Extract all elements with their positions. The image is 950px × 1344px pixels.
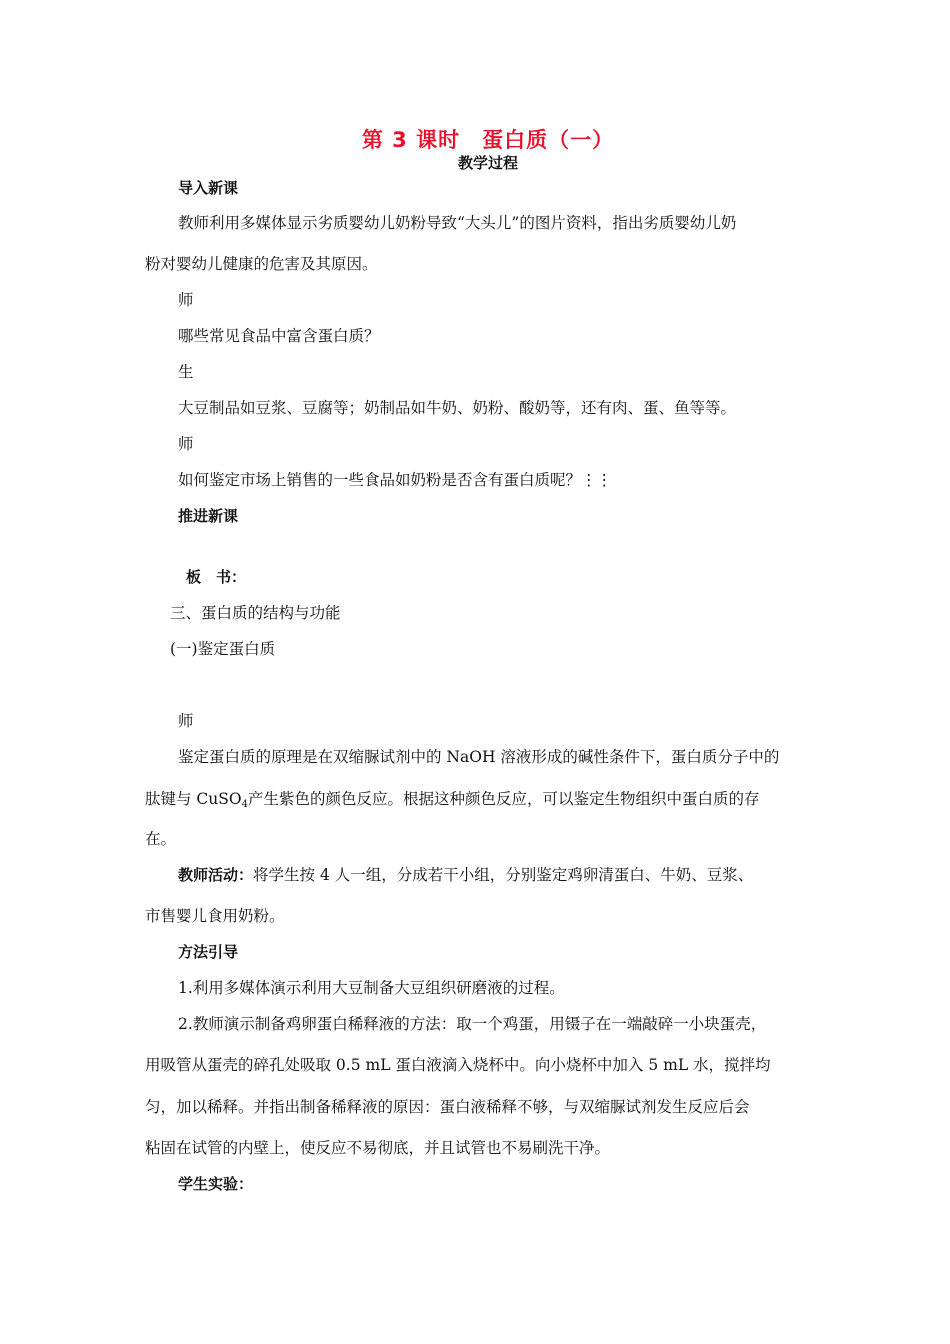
activity-line-2: 市售婴儿食用奶粉。	[145, 907, 285, 925]
activity-line-1	[178, 865, 753, 885]
intro-paragraph-line-2: 粉对婴幼儿健康的危害及其原因。	[145, 255, 378, 273]
board-item-2: (一)鉴定蛋白质	[170, 640, 276, 658]
board-item-1: 三、蛋白质的结构与功能	[170, 604, 341, 622]
student-experiment-heading: 学生实验：	[178, 1175, 254, 1193]
intro-paragraph-line-1: 教师利用多媒体显示劣质婴幼儿奶粉导致“大头儿”的图片资料，指出劣质婴幼儿奶	[178, 214, 737, 232]
student-answer-1: 大豆制品如豆浆、豆腐等；奶制品如牛奶、奶粉、酸奶等，还有肉、蛋、鱼等等。	[178, 399, 737, 417]
teacher-question-2: 如何鉴定市场上销售的一些食品如奶粉是否含有蛋白质呢？⋮⋮	[178, 471, 613, 489]
teacher-label: 师	[178, 435, 194, 453]
advance-heading: 推进新课	[178, 507, 239, 525]
method-item-2-line-3: 匀，加以稀释。并指出制备稀释液的原因：蛋白液稀释不够，与双缩脲试剂发生反应后会	[145, 1098, 750, 1116]
principle-text-b: 产生紫色的颜色反应。根据这种颜色反应，可以鉴定生物组织中蛋白质的存	[247, 790, 760, 808]
lesson-subtitle: 教学过程	[457, 154, 518, 172]
lesson-title: 第 3 课时 蛋白质（一）	[361, 128, 615, 152]
teacher-question-1: 哪些常见食品中富含蛋白质？	[178, 327, 380, 345]
principle-line-3: 在。	[145, 830, 177, 848]
method-item-1: 1.利用多媒体演示利用大豆制备大豆组织研磨液的过程。	[178, 979, 565, 997]
method-item-2-line-2: 用吸管从蛋壳的碎孔处吸取 0.5 mL 蛋白液滴入烧杯中。向小烧杯中加入 5 mL 水，搅拌均	[145, 1056, 771, 1074]
intro-heading: 导入新课	[178, 179, 239, 197]
principle-text-a: 肽键与 CuSO	[145, 790, 242, 808]
method-item-2-line-4: 粘固在试管的内壁上，使反应不易彻底，并且试管也不易刷洗干净。	[145, 1139, 611, 1157]
activity-text: 将学生按 4 人一组，分成若干小组，分别鉴定鸡卵清蛋白、牛奶、豆浆、	[253, 866, 754, 884]
subscript-4: 4	[241, 799, 248, 810]
method-item-2-line-1: 2.教师演示制备鸡卵蛋白稀释液的方法：取一个鸡蛋，用镊子在一端敲碎一小块蛋壳，	[178, 1015, 767, 1033]
principle-line-2	[145, 789, 760, 815]
teacher-label: 师	[178, 291, 194, 309]
teacher-label: 师	[178, 712, 194, 730]
activity-label: 教师活动：	[178, 866, 254, 884]
board-label: 板 书：	[186, 568, 247, 586]
student-label: 生	[178, 363, 194, 381]
method-heading: 方法引导	[178, 943, 239, 961]
principle-line-1: 鉴定蛋白质的原理是在双缩脲试剂中的 NaOH 溶液形成的碱性条件下，蛋白质分子中的	[178, 748, 780, 766]
